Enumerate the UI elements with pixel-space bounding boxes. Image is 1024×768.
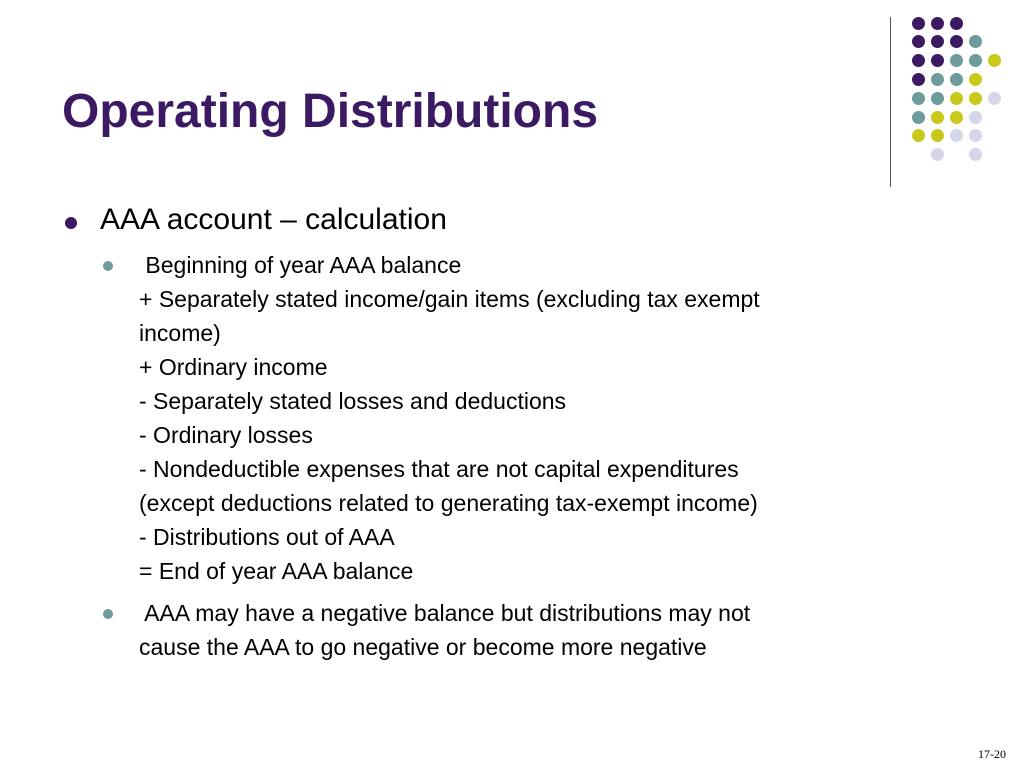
grid-dot — [950, 111, 963, 124]
slide-number: 17-20 — [978, 747, 1006, 761]
grid-dot — [969, 92, 982, 105]
slide-body — [62, 200, 942, 664]
grid-dot — [950, 17, 963, 30]
bullet-dot-icon — [103, 261, 113, 271]
grid-dot — [969, 129, 982, 142]
grid-dot — [988, 54, 1001, 67]
grid-dot — [969, 111, 982, 124]
grid-dot — [912, 54, 925, 67]
calc-line: - Ordinary losses — [139, 422, 313, 448]
grid-dot — [931, 17, 944, 30]
grid-dot — [912, 35, 925, 48]
main-bullet-text: AAA account – calculation — [100, 203, 447, 236]
grid-dot — [931, 111, 944, 124]
calc-line: - Separately stated losses and deductions — [139, 388, 567, 414]
calc-line: + Separately stated income/gain items (excluding tax exempt — [139, 286, 760, 312]
grid-dot — [912, 92, 925, 105]
grid-dot — [912, 111, 925, 124]
calc-line: = End of year AAA balance — [139, 558, 414, 584]
sub-bullet-calculation — [100, 248, 942, 588]
bullet-dot-icon — [65, 217, 77, 229]
grid-dot — [931, 148, 944, 161]
calc-line: (except deductions related to generating tax-exempt income) — [139, 490, 758, 516]
grid-dot — [969, 54, 982, 67]
calc-line: income) — [139, 320, 221, 346]
grid-dot — [912, 73, 925, 86]
sub-bullet-negative-balance — [100, 596, 942, 664]
grid-dot — [931, 54, 944, 67]
calc-line: - Distributions out of AAA — [139, 524, 395, 550]
note-line: AAA may have a negative balance but distributions may not — [139, 600, 751, 626]
calc-line: Beginning of year AAA balance — [139, 252, 462, 278]
calc-line: - Nondeductible expenses that are not capital expenditures — [139, 456, 739, 482]
grid-dot — [950, 73, 963, 86]
grid-dot — [969, 148, 982, 161]
grid-dot — [950, 54, 963, 67]
grid-dot — [969, 73, 982, 86]
grid-dot — [931, 73, 944, 86]
calc-line: + Ordinary income — [139, 354, 328, 380]
bullet-dot-icon — [103, 609, 113, 619]
grid-dot — [931, 92, 944, 105]
grid-dot — [950, 92, 963, 105]
grid-dot — [912, 17, 925, 30]
grid-dot — [931, 35, 944, 48]
grid-dot — [912, 129, 925, 142]
title-divider — [890, 17, 891, 187]
grid-dot — [988, 92, 1001, 105]
grid-dot — [950, 35, 963, 48]
grid-dot — [950, 129, 963, 142]
slide-title: Operating Distributions — [62, 85, 599, 138]
grid-dot — [969, 35, 982, 48]
grid-dot — [931, 129, 944, 142]
note-line: cause the AAA to go negative or become more negative — [139, 634, 707, 660]
bullet-level-1 — [62, 200, 942, 240]
